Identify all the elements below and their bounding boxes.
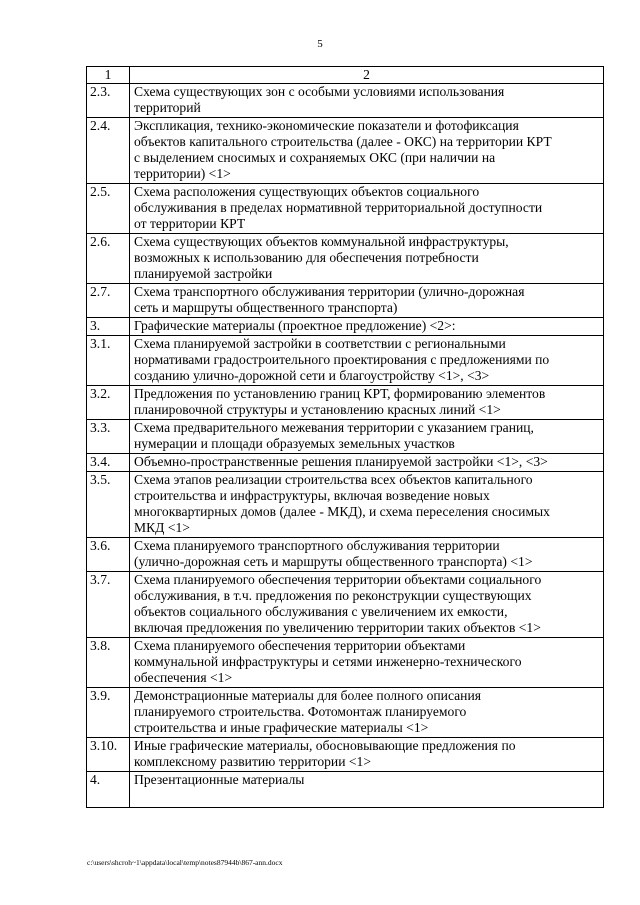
row-description-cell: Иные графические материалы, обосновывающие предложения по комплексному развитию территории <1>	[130, 738, 604, 772]
file-path-footer: c:\users\shcroh~1\appdata\local\temp\notes87944b\867-ann.docx	[87, 858, 283, 867]
materials-table	[86, 66, 604, 808]
row-number-cell: 3.3.	[87, 420, 130, 454]
row-number-cell: 2.4.	[87, 118, 130, 184]
row-number-cell: 3.1.	[87, 336, 130, 386]
table-header-row	[87, 67, 604, 84]
row-description-cell: Предложения по установлению границ КРТ, формированию элементов планировочной структуры и установлению красных линий <1>	[130, 386, 604, 420]
table-row	[87, 638, 604, 688]
table-row	[87, 738, 604, 772]
table-row	[87, 420, 604, 454]
table-row	[87, 284, 604, 318]
row-number-cell: 3.6.	[87, 538, 130, 572]
row-number-cell: 3.5.	[87, 472, 130, 538]
table-row	[87, 234, 604, 284]
page-number: 5	[317, 38, 323, 50]
table-row	[87, 318, 604, 336]
row-description-cell: Объемно-пространственные решения планируемой застройки <1>, <3>	[130, 454, 604, 472]
header-cell-description: 2	[130, 67, 604, 84]
row-description-cell: Схема планируемого обеспечения территории объектами социального обслуживания, в т.ч. предложения по реконструкции существующих объектов социального обслуживания с увеличением их емкости, включая предложения по увеличению территории таких объектов <1>	[130, 572, 604, 638]
table-row	[87, 454, 604, 472]
table-row	[87, 184, 604, 234]
row-description-cell: Схема планируемого обеспечения территории объектами коммунальной инфраструктуры и сетями инженерно-технического обеспечения <1>	[130, 638, 604, 688]
row-description-cell: Схема транспортного обслуживания территории (улично-дорожная сеть и маршруты общественного транспорта)	[130, 284, 604, 318]
row-number-cell: 3.4.	[87, 454, 130, 472]
row-description-cell: Схема этапов реализации строительства всех объектов капитального строительства и инфраструктуры, включая возведение новых многоквартирных домов (далее - МКД), и схема переселения сносимых МКД <1>	[130, 472, 604, 538]
row-description-cell: Схема расположения существующих объектов социального обслуживания в пределах нормативной территориальной доступности от территории КРТ	[130, 184, 604, 234]
row-number-cell: 3.10.	[87, 738, 130, 772]
row-number-cell: 3.	[87, 318, 130, 336]
table-row	[87, 386, 604, 420]
row-description-cell: Графические материалы (проектное предложение) <2>:	[130, 318, 604, 336]
row-description-cell: Демонстрационные материалы для более полного описания планируемого строительства. Фотомонтаж планируемого строительства и иные графические материалы <1>	[130, 688, 604, 738]
row-description-cell: Схема предварительного межевания территории с указанием границ, нумерации и площади образуемых земельных участков	[130, 420, 604, 454]
table-row	[87, 472, 604, 538]
header-cell-number: 1	[87, 67, 130, 84]
row-description-cell: Презентационные материалы	[130, 772, 604, 808]
row-description-cell: Схема планируемой застройки в соответствии с региональными нормативами градостроительного проектирования с предложениями по созданию улично-дорожной сети и благоустройству <1>, <3>	[130, 336, 604, 386]
table-row	[87, 538, 604, 572]
table-row	[87, 572, 604, 638]
row-number-cell: 2.6.	[87, 234, 130, 284]
row-number-cell: 3.7.	[87, 572, 130, 638]
row-number-cell: 3.9.	[87, 688, 130, 738]
table-row	[87, 84, 604, 118]
row-number-cell: 3.2.	[87, 386, 130, 420]
table-row	[87, 336, 604, 386]
row-number-cell: 3.8.	[87, 638, 130, 688]
row-description-cell: Схема существующих зон с особыми условиями использования территорий	[130, 84, 604, 118]
table-row	[87, 688, 604, 738]
table-row	[87, 118, 604, 184]
table-row	[87, 772, 604, 808]
row-description-cell: Схема планируемого транспортного обслуживания территории (улично-дорожная сеть и маршруты общественного транспорта) <1>	[130, 538, 604, 572]
row-number-cell: 2.7.	[87, 284, 130, 318]
row-description-cell: Схема существующих объектов коммунальной инфраструктуры, возможных к использованию для обеспечения потребности планируемой застройки	[130, 234, 604, 284]
row-number-cell: 2.5.	[87, 184, 130, 234]
row-number-cell: 2.3.	[87, 84, 130, 118]
row-description-cell: Экспликация, технико-экономические показатели и фотофиксация объектов капитального строительства (далее - ОКС) на территории КРТ с выделением сносимых и сохраняемых ОКС (при наличии на территории) <1>	[130, 118, 604, 184]
row-number-cell: 4.	[87, 772, 130, 808]
